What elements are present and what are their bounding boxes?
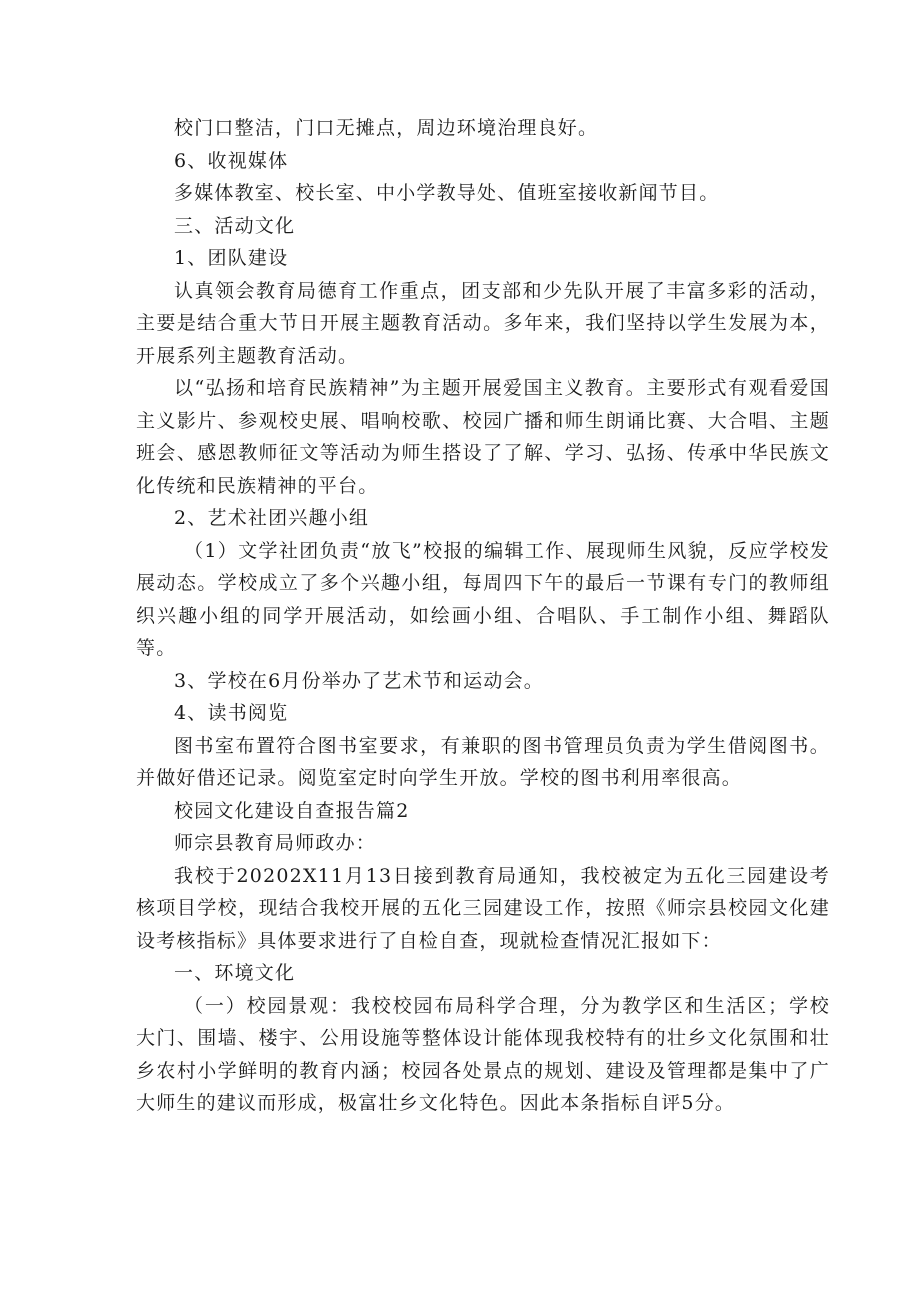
paragraph: 我校于20202X11月13日接到教育局通知，我校被定为五化三园建设考核项目学校，现结合我校开展的五化三园建设工作，按照《师宗县校园文化建设考核指标》具体要求进行了自检自查，现就检查情况汇报如下： — [136, 864, 830, 952]
paragraph: （1）文学社团负责“放飞”校报的编辑工作、展现师生风貌，反应学校发展动态。学校成立了多个兴趣小组，每周四下午的最后一节课有专门的教师组织兴趣小组的同学开展活动，如绘画小组、合唱队、手工制作小组、舞蹈队等。 — [136, 539, 830, 659]
paragraph: 图书室布置符合图书室要求，有兼职的图书管理员负责为学生借阅图书。并做好借还记录。阅览室定时向学生开放。学校的图书利用率很高。 — [136, 734, 830, 789]
paragraph: 校门口整洁，门口无摊点，周边环境治理良好。 — [174, 117, 599, 139]
report-title: 校园文化建设自查报告篇2 — [174, 799, 410, 822]
document-body — [136, 112, 830, 1120]
paragraph: 3、学校在6月份举办了艺术节和运动会。 — [174, 669, 544, 692]
section-heading: 4、读书阅览 — [174, 702, 289, 724]
section-heading: 1、团队建设 — [174, 247, 289, 269]
section-heading: 2、艺术社团兴趣小组 — [174, 507, 370, 529]
addressee: 师宗县教育局师政办： — [174, 832, 377, 854]
paragraph: 多媒体教室、校长室、中小学教导处、值班室接收新闻节目。 — [174, 182, 720, 204]
paragraph: 以“弘扬和培育民族精神”为主题开展爱国主义教育。主要形式有观看爱国主义影片、参观校史展、唱响校歌、校园广播和师生朗诵比赛、大合唱、主题班会、感恩教师征文等活动为师生搭设了了解、学习、弘扬、传承中华民族文化传统和民族精神的平台。 — [136, 377, 830, 497]
paragraph: （一）校园景观：我校校园布局科学合理，分为教学区和生活区；学校大门、围墙、楼宇、公用设施等整体设计能体现我校特有的壮乡文化氛围和壮乡农村小学鲜明的教育内涵；校园各处景点的规划、建设及管理都是集中了广大师生的建议而形成，极富壮乡文化特色。因此本条指标自评5分。 — [136, 994, 830, 1114]
paragraph: 认真领会教育局德育工作重点，团支部和少先队开展了丰富多彩的活动，主要是结合重大节日开展主题教育活动。多年来，我们坚持以学生发展为本，开展系列主题教育活动。 — [136, 279, 830, 367]
section-heading: 三、活动文化 — [174, 214, 296, 237]
section-heading: 6、收视媒体 — [174, 149, 289, 172]
section-heading: 一、环境文化 — [174, 962, 296, 984]
